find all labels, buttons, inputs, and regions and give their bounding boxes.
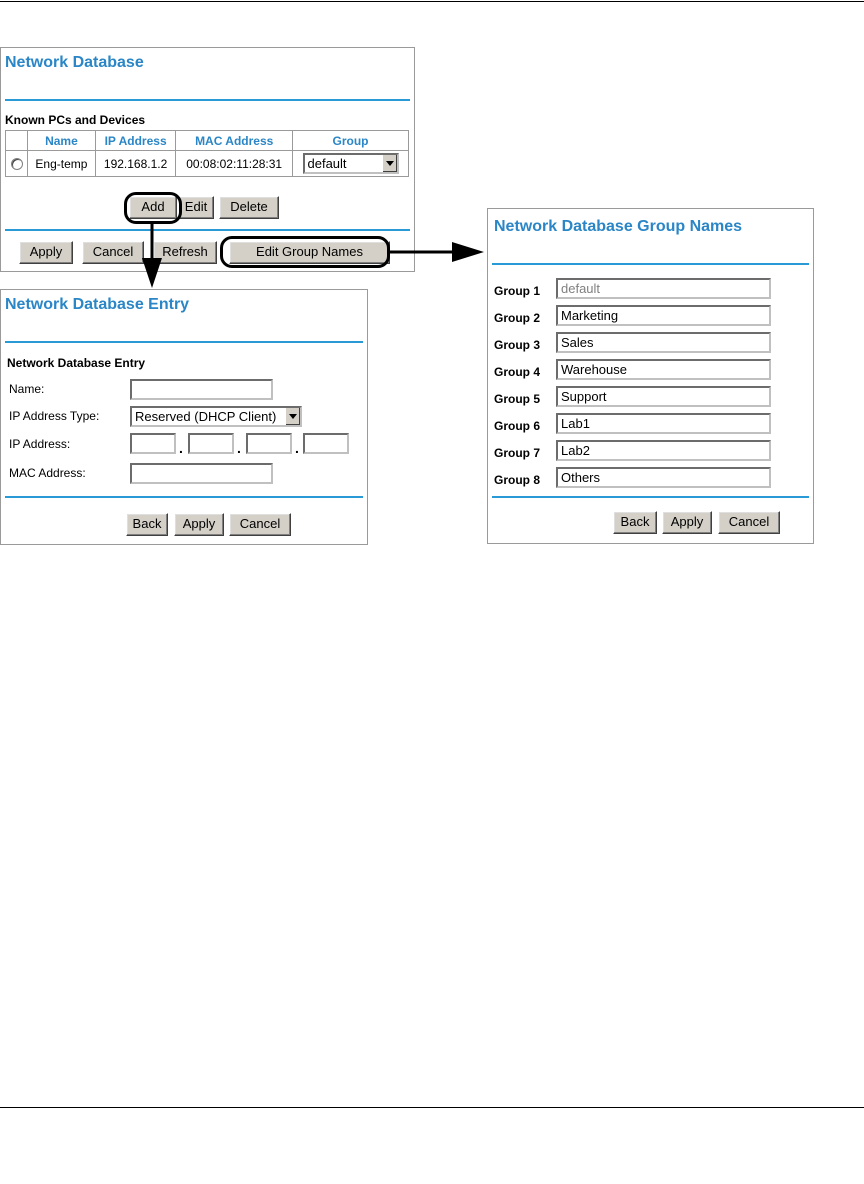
arrow-down-icon	[142, 258, 162, 288]
group-1-label: Group 1	[494, 284, 541, 298]
back-button[interactable]: Back	[126, 513, 168, 536]
apply-button[interactable]: Apply	[662, 511, 712, 534]
device-name: Eng-temp	[28, 151, 96, 177]
group-select-value: default	[307, 156, 347, 171]
name-column-header: Name	[28, 131, 96, 151]
mac-column-header: MAC Address	[176, 131, 293, 151]
group-6-label: Group 6	[494, 419, 541, 433]
group-column-header: Group	[293, 131, 409, 151]
refresh-button[interactable]: Refresh	[153, 241, 217, 264]
mac-address-label: MAC Address:	[9, 466, 86, 480]
add-button[interactable]: Add	[129, 196, 177, 219]
delete-button[interactable]: Delete	[219, 196, 279, 219]
group-2-input[interactable]: Marketing	[556, 305, 771, 326]
panel-title: Network Database Group Names	[494, 218, 743, 235]
group-3-label: Group 3	[494, 338, 541, 352]
group-6-input[interactable]: Lab1	[556, 413, 771, 434]
panel-title: Network Database	[5, 54, 144, 71]
group-7-label: Group 7	[494, 446, 541, 460]
group-1-input[interactable]: default	[556, 278, 771, 299]
known-devices-heading: Known PCs and Devices	[5, 113, 146, 127]
ip-separator: .	[237, 440, 241, 456]
group-8-input[interactable]: Others	[556, 467, 771, 488]
ip-separator: .	[295, 440, 299, 456]
edit-group-names-button[interactable]: Edit Group Names	[229, 241, 390, 264]
ip-address-type-value: Reserved (DHCP Client)	[135, 409, 277, 424]
cancel-button[interactable]: Cancel	[229, 513, 291, 536]
device-ip: 192.168.1.2	[95, 151, 176, 177]
ip-address-label: IP Address:	[9, 437, 71, 451]
apply-button[interactable]: Apply	[174, 513, 224, 536]
entry-heading: Network Database Entry	[7, 356, 146, 370]
group-5-input[interactable]: Support	[556, 386, 771, 407]
ip-column-header: IP Address	[95, 131, 176, 151]
cancel-button[interactable]: Cancel	[82, 241, 144, 264]
group-4-input[interactable]: Warehouse	[556, 359, 771, 380]
group-2-label: Group 2	[494, 311, 541, 325]
ip-separator: .	[179, 440, 183, 456]
name-label: Name:	[9, 382, 45, 396]
group-8-label: Group 8	[494, 473, 541, 487]
group-7-input[interactable]: Lab2	[556, 440, 771, 461]
group-5-label: Group 5	[494, 392, 541, 406]
apply-button[interactable]: Apply	[19, 241, 73, 264]
back-button[interactable]: Back	[613, 511, 657, 534]
arrow-right-icon	[452, 242, 484, 262]
group-4-label: Group 4	[494, 365, 541, 379]
edit-button[interactable]: Edit	[178, 196, 214, 219]
panel-title: Network Database Entry	[5, 296, 190, 313]
cancel-button[interactable]: Cancel	[718, 511, 780, 534]
ip-address-type-label: IP Address Type:	[9, 409, 100, 423]
device-mac: 00:08:02:11:28:31	[176, 151, 293, 177]
group-3-input[interactable]: Sales	[556, 332, 771, 353]
